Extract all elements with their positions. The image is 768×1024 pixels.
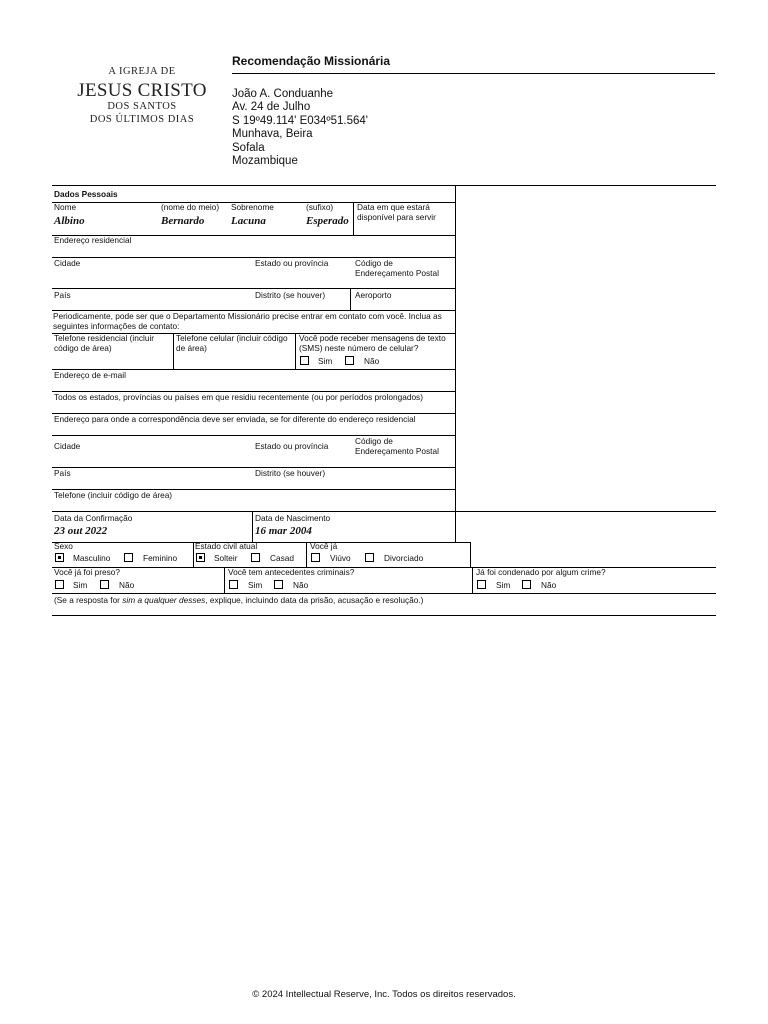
form-right-border	[455, 185, 456, 543]
arrested-question: Você já foi preso?	[54, 567, 120, 577]
convicted-no-checkbox[interactable]	[522, 580, 531, 589]
logo-line-2: JESUS CRISTO	[77, 80, 207, 101]
city-label: Cidade	[54, 258, 81, 268]
divider	[52, 467, 455, 468]
availability-label: Data em que estará disponível para servir	[357, 202, 436, 222]
address-line: Sofala	[232, 141, 265, 154]
criminal-no-label: Não	[293, 580, 309, 590]
marital-status-label: Estado civil atual	[195, 541, 258, 551]
contact-note: Periodicamente, pode ser que o Departamento Missionário precise entrar em contato com você. Inclua as seguintes informações de contato:	[53, 311, 442, 331]
surname-value[interactable]: Lacuna	[231, 215, 266, 227]
section-title: Dados Pessoais	[54, 189, 118, 199]
married-checkbox[interactable]	[251, 553, 260, 562]
title-rule	[232, 73, 715, 74]
divider	[52, 593, 716, 594]
name-label: Nome	[54, 202, 77, 212]
divider	[52, 542, 470, 543]
divider	[224, 567, 225, 593]
divider	[353, 202, 354, 235]
arrested-no-checkbox[interactable]	[100, 580, 109, 589]
explain-prefix: (Se a resposta for	[54, 595, 123, 605]
page-title: Recomendação Missionária	[232, 54, 391, 68]
divider	[52, 615, 716, 616]
middle-name-label: (nome do meio)	[161, 202, 220, 212]
copyright-footer: © 2024 Intellectual Reserve, Inc. Todos os direitos reservados.	[252, 989, 516, 1000]
divider	[52, 435, 455, 436]
address-line: Av. 24 de Julho	[232, 101, 311, 114]
mailing-postal-label: Código de Endereçamento Postal	[355, 436, 439, 456]
home-phone-label: Telefone residencial (incluir código de área)	[54, 333, 155, 353]
airport-label: Aeroporto	[355, 290, 392, 300]
recipient-address	[232, 88, 368, 168]
sms-yes-label: Sim	[318, 356, 333, 366]
form-top-rule	[52, 185, 716, 186]
explain-suffix: , explique, incluindo data da prisão, acusação e resolução.)	[205, 595, 424, 605]
criminal-no-checkbox[interactable]	[274, 580, 283, 589]
divider	[52, 257, 455, 258]
address-line: Mozambique	[232, 154, 298, 167]
postal-code-label: Código de Endereçamento Postal	[355, 258, 439, 278]
arrested-no-label: Não	[119, 580, 135, 590]
address-line: João A. Conduanhe	[232, 88, 334, 100]
divider	[350, 288, 351, 310]
birth-date-label: Data de Nascimento	[255, 513, 331, 523]
widowed-checkbox[interactable]	[311, 553, 320, 562]
convicted-no-label: Não	[541, 580, 557, 590]
single-checkbox[interactable]	[196, 553, 205, 562]
divider	[252, 511, 253, 542]
criminal-record-question: Você tem antecedentes criminais?	[228, 567, 355, 577]
suffix-label: (sufixo)	[306, 202, 334, 212]
confirmation-date-label: Data da Confirmação	[54, 513, 133, 523]
divider	[306, 542, 307, 567]
divider	[470, 542, 471, 567]
mailing-address-label: Endereço para onde a correspondência deve ser enviada, se for diferente do endereço residencial	[54, 414, 416, 424]
confirmation-date-value[interactable]: 23 out 2022	[54, 525, 108, 537]
male-checkbox[interactable]	[55, 553, 64, 562]
mailing-district-label: Distrito (se houver)	[255, 468, 326, 478]
male-label: Masculino	[73, 553, 111, 563]
logo-line-3: DOS SANTOS	[107, 101, 177, 112]
address-line: Munhava, Beira	[232, 128, 313, 141]
divider	[472, 567, 473, 593]
district-label: Distrito (se houver)	[255, 290, 326, 300]
criminal-yes-label: Sim	[248, 580, 263, 590]
divider	[193, 542, 194, 567]
email-label: Endereço de e-mail	[54, 370, 126, 380]
surname-label: Sobrenome	[231, 202, 274, 212]
address-line: S 19º49.114' E034º51.564'	[232, 114, 368, 127]
arrested-yes-checkbox[interactable]	[55, 580, 64, 589]
home-address-label: Endereço residencial	[54, 235, 132, 245]
convicted-yes-checkbox[interactable]	[477, 580, 486, 589]
country-label: País	[54, 290, 71, 300]
mailing-city-label: Cidade	[54, 441, 81, 451]
female-label: Feminino	[143, 553, 178, 563]
were-label: Você já	[310, 541, 338, 551]
mailing-country-label: País	[54, 468, 71, 478]
divider	[52, 511, 716, 512]
divider	[173, 333, 174, 369]
sms-yes-checkbox[interactable]	[300, 356, 309, 365]
state-label: Estado ou província	[255, 258, 329, 268]
first-name-value[interactable]: Albino	[54, 215, 85, 227]
cell-phone-label: Telefone celular (incluir código de área)	[176, 333, 288, 353]
sms-no-checkbox[interactable]	[345, 356, 354, 365]
middle-name-value[interactable]: Bernardo	[161, 215, 205, 227]
birth-date-value[interactable]: 16 mar 2004	[255, 525, 312, 537]
mailing-state-label: Estado ou província	[255, 441, 329, 451]
widowed-label: Viúvo	[330, 553, 351, 563]
convicted-question: Já foi condenado por algum crime?	[476, 567, 606, 577]
logo-line-4: DOS ÚLTIMOS DIAS	[89, 114, 195, 125]
explain-emphasis: sim a qualquer desses	[122, 595, 206, 605]
criminal-yes-checkbox[interactable]	[229, 580, 238, 589]
explain-note	[54, 596, 423, 606]
phone-label: Telefone (incluir código de área)	[54, 490, 173, 500]
female-checkbox[interactable]	[124, 553, 133, 562]
sms-no-label: Não	[364, 356, 380, 366]
residence-history-label: Todos os estados, províncias ou países em que residiu recentemente (ou por períodos prolongados)	[54, 392, 423, 402]
single-label: Solteir	[214, 553, 238, 563]
divorced-label: Divorciado	[384, 553, 424, 563]
sex-label: Sexo	[54, 541, 73, 551]
divider	[52, 288, 455, 289]
suffix-value[interactable]: Esperado	[306, 215, 349, 227]
arrested-yes-label: Sim	[73, 580, 88, 590]
sms-question-label: Você pode receber mensagens de texto (SMS) neste número de celular?	[299, 333, 446, 353]
married-label: Casad	[270, 553, 294, 563]
convicted-yes-label: Sim	[496, 580, 511, 590]
divider	[52, 567, 716, 568]
divider	[295, 333, 296, 369]
logo-line-1: A IGREJA DE	[108, 66, 176, 77]
divorced-checkbox[interactable]	[365, 553, 374, 562]
